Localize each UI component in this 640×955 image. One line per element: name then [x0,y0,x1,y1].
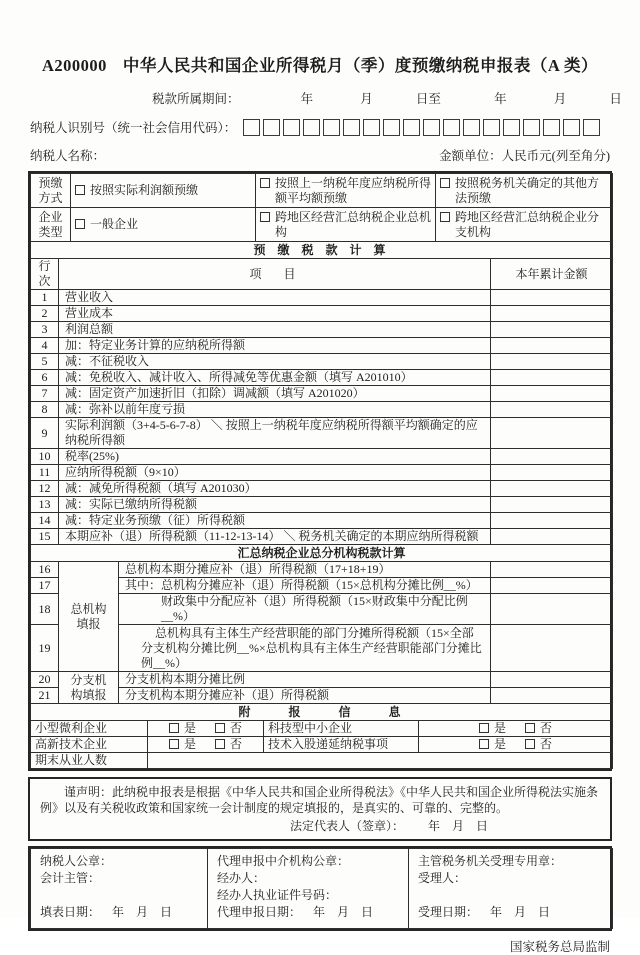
amount-cell[interactable] [491,688,613,704]
table-row [31,753,613,769]
row-item: 减：不征税收入 [59,354,491,370]
id-digit-box[interactable] [503,119,520,136]
taxpayer-name-label[interactable]: 纳税人名称： [30,149,106,163]
period-unit-day-to: 日至 [415,92,441,106]
row-number: 9 [31,418,59,449]
tax-authority-seal-label: 主管税务机关受理专用章： [418,854,563,868]
row-item: 其中：总机构分摊应补（退）所得税额（15×总机构分摊比例__%） [119,578,491,594]
enterprise-option2-label: 跨地区经营汇总纳税企业总机构 [275,209,432,239]
row-item: 加：特定业务计算的应纳税所得额 [59,338,491,354]
taxpayer-id-label: 纳税人识别号（统一社会信用代码）： [30,121,237,135]
row-item: 减：固定资产加速折旧（扣除）调减额（填写 A201020） [59,386,491,402]
table-row [31,688,613,704]
amount-cell[interactable] [491,672,613,688]
row-item: 本期应补（退）所得税额（11-12-13-14） ＼ 税务机关确定的本期应纳所得税额 [59,529,491,545]
enterprise-option3-checkbox[interactable] [440,212,450,222]
taxpayer-seal-label: 纳税人公章： [40,854,113,868]
amount-cell[interactable] [491,418,613,449]
prepay-method-label: 预缴方式 [31,174,71,208]
row-number: 2 [31,306,59,322]
row-number: 13 [31,497,59,513]
accounting-supervisor-label: 会计主管： [40,871,101,885]
table-row [31,737,613,753]
tax-authority-seal-cell[interactable] [409,849,613,929]
id-digit-box[interactable] [383,119,400,136]
no-checkbox[interactable] [525,739,535,749]
amount-cell[interactable] [491,402,613,418]
yes-label: 是 [493,737,506,751]
signature-box [28,846,612,931]
acceptor-label: 受理人： [418,871,467,885]
taxpayer-name-line [30,146,610,164]
yes-label: 是 [183,721,196,735]
tech-shares-yesno [419,737,613,753]
agent-seal-cell[interactable] [208,849,409,929]
id-digit-box[interactable] [443,119,460,136]
period-unit-day2: 日 [609,92,622,106]
table-row [31,322,613,338]
declaration-box [28,777,612,841]
yes-checkbox[interactable] [479,723,489,733]
row-number: 4 [31,338,59,354]
row-number: 14 [31,513,59,529]
row-item: 减：实际已缴纳所得税额 [59,497,491,513]
prepay-option3-checkbox[interactable] [440,178,450,188]
prepay-option2-label: 按照上一纳税年度应纳税所得额平均额预缴 [275,175,432,205]
group-label-branch: 分支机构填报 [59,672,119,704]
period-unit-month1: 月 [360,92,373,106]
row-number: 8 [31,402,59,418]
table-row [31,306,613,322]
amount-cell[interactable] [491,354,613,370]
row-number: 1 [31,290,59,306]
amount-cell[interactable] [491,497,613,513]
period-unit-year2: 年 [494,92,507,106]
table-row [31,562,613,578]
amount-cell[interactable] [491,465,613,481]
amount-cell[interactable] [491,513,613,529]
prepay-option2-checkbox[interactable] [260,178,270,188]
period-unit-month2: 月 [553,92,567,106]
fill-date-label: 填表日期： [40,905,101,919]
row-item: 分支机构本期分摊比例 [119,672,491,688]
table-row [31,672,613,688]
id-digit-box[interactable] [523,119,540,136]
yes-label: 是 [493,721,506,735]
hightech-yesno [148,737,264,753]
row-number: 15 [31,529,59,545]
table-row [31,594,613,625]
selector-table [30,173,613,242]
period-label: 税款所属期间： [152,92,240,106]
enterprise-type-label: 企业类型 [31,208,71,242]
declaration-text: 谨声明：此纳税申报表是根据《中华人民共和国企业所得税法》《中华人民共和国企业所得税法实施条例》以及有关税收政策和国家统一会计制度的规定填报的，是真实的、可靠的、完整的。 [40,785,599,815]
yes-label: 是 [183,737,196,751]
yes-checkbox[interactable] [169,723,179,733]
table-row [31,465,613,481]
row-number: 18 [31,594,59,625]
yes-checkbox[interactable] [169,739,179,749]
accept-date-units: 年 月 日 [490,905,551,919]
small-enterprise-yesno [148,721,264,737]
enterprise-option1-checkbox[interactable] [75,219,85,229]
table-row [31,418,613,449]
id-digit-box[interactable] [243,119,260,136]
amount-cell[interactable] [491,449,613,465]
table-row [31,386,613,402]
legal-rep-date: 年 月 日 [427,819,488,833]
table-row [31,529,613,545]
enterprise-option3-label: 跨地区经营汇总纳税企业分支机构 [455,209,600,239]
appendix-label-small-enterprise: 小型微利企业 [31,721,148,737]
row-item: 总机构具有主体生产经营职能的部门分摊所得税额（15×全部分支机构分摊比例__%×总机构具有主体生产经营职能部门分摊比例__%） [119,625,491,672]
table-row [31,481,613,497]
row-number: 16 [31,562,59,578]
row-item: 营业收入 [59,290,491,306]
id-digit-box[interactable] [263,119,280,136]
row-number: 11 [31,465,59,481]
no-label: 否 [540,721,553,735]
period-unit-year1: 年 [300,92,314,106]
agent-date-units: 年 月 日 [313,905,374,919]
id-digit-box[interactable] [543,119,560,136]
table-row [31,402,613,418]
table-row [31,625,613,672]
prepay-option1-label: 按照实际利润额预缴 [90,183,199,197]
row-item: 总机构本期分摊应补（退）所得税额（17+18+19） [119,562,491,578]
amount-cell[interactable] [491,594,613,625]
amount-cell[interactable] [491,338,613,354]
row-number: 21 [31,688,59,704]
summary-table [30,544,613,704]
footer-issuer: 国家税务总局监制 [509,940,610,954]
legal-rep-label[interactable]: 法定代表人（签章）： [290,819,405,833]
col-header-row-no: 行次 [31,259,59,290]
row-number: 17 [31,578,59,594]
enterprise-type-row [31,208,613,242]
row-item: 减：减免所得税额（填写 A201030） [59,481,491,497]
amount-cell[interactable] [491,578,613,594]
appendix-label-tech-shares: 技术入股递延纳税事项 [264,737,419,753]
amount-unit-note: 金额单位：人民币元(列至角分) [439,149,610,163]
amount-cell[interactable] [491,529,613,545]
no-label: 否 [230,737,243,751]
row-item: 减：免税收入、减计收入、所得减免等优惠金额（填写 A201010） [59,370,491,386]
prepay-option1-checkbox[interactable] [75,185,85,195]
id-digit-box[interactable] [283,119,300,136]
amount-cell[interactable] [491,386,613,402]
id-digit-box[interactable] [323,119,340,136]
id-digit-box[interactable] [343,119,360,136]
no-label: 否 [230,721,243,735]
id-digit-box[interactable] [363,119,380,136]
id-digit-box[interactable] [563,119,580,136]
taxpayer-id-line [30,118,612,136]
id-digit-box[interactable] [303,119,320,136]
main-table-box [28,171,612,771]
row-item: 财政集中分配应补（退）所得税额（15×财政集中分配比例__%） [119,594,491,625]
form-title: 中华人民共和国企业所得税月（季）度预缴纳税申报表（A 类） [122,56,599,75]
row-item: 分支机构本期分摊应补（退）所得税额 [119,688,491,704]
fill-date-units: 年 月 日 [112,905,173,919]
row-number: 19 [31,625,59,672]
appendix-section-title: 附报信息 [31,704,613,721]
id-digit-box[interactable] [583,119,600,136]
row-number: 7 [31,386,59,402]
id-digit-box[interactable] [463,119,480,136]
row-number: 5 [31,354,59,370]
prepay-method-row [31,174,613,208]
appendix-label-employees: 期末从业人数 [31,753,148,769]
row-number: 6 [31,370,59,386]
col-header-item: 项目 [59,259,491,290]
col-header-amount: 本年累计金额 [491,259,613,290]
agent-handler-label: 经办人： [217,871,266,885]
yes-checkbox[interactable] [479,739,489,749]
table-row [31,354,613,370]
id-digit-box[interactable] [423,119,440,136]
table-row [31,370,613,386]
row-item: 应纳所得税额（9×10） [59,465,491,481]
row-number: 10 [31,449,59,465]
no-checkbox[interactable] [215,739,225,749]
row-item: 营业成本 [59,306,491,322]
enterprise-option2-checkbox[interactable] [260,212,270,222]
row-number: 12 [31,481,59,497]
amount-cell[interactable] [491,306,613,322]
page-title [0,0,640,76]
agent-seal-label: 代理申报中介机构公章： [217,854,350,868]
row-item: 减：特定业务预缴（征）所得税额 [59,513,491,529]
appendix-label-hightech: 高新技术企业 [31,737,148,753]
agent-date-label: 代理申报日期： [217,905,302,919]
table-row [31,449,613,465]
tech-sme-yesno [419,721,613,737]
no-label: 否 [540,737,553,751]
taxpayer-id-boxes [243,119,600,136]
prepay-option3-label: 按照税务机关确定的其他方法预缴 [455,175,600,205]
row-item: 利润总额 [59,322,491,338]
table-row [31,578,613,594]
table-row [31,721,613,737]
row-item: 税率(25%) [59,449,491,465]
amount-cell[interactable] [491,625,613,672]
amount-cell[interactable] [491,322,613,338]
id-digit-box[interactable] [483,119,500,136]
agent-license-label: 经办人执业证件号码： [217,888,338,902]
table-row [31,497,613,513]
summary-section-title: 汇总纳税企业总分机构税款计算 [31,545,613,562]
amount-cell[interactable] [491,562,613,578]
form-code: A200000 [41,56,107,75]
table-row [31,513,613,529]
table-row [31,290,613,306]
amount-cell[interactable] [491,370,613,386]
table-row [31,338,613,354]
group-label-head-office: 总机构填报 [59,562,119,672]
appendix-table [30,703,613,769]
calc-header-row [31,259,613,290]
row-item: 减：弥补以前年度亏损 [59,402,491,418]
appendix-label-tech-sme: 科技型中小企业 [264,721,419,737]
calc-section-title: 预缴税款计算 [31,242,613,259]
signature-table [30,848,613,929]
taxpayer-seal-cell[interactable] [31,849,208,929]
accept-date-label: 受理日期： [418,905,479,919]
enterprise-option1-label: 一般企业 [90,217,139,231]
row-item: 实际利润额（3+4-5-6-7-8） ＼ 按照上一纳税年度应纳税所得额平均额确定的应纳税所得额 [59,418,491,449]
no-checkbox[interactable] [525,723,535,733]
row-number: 20 [31,672,59,688]
tax-period-line [152,89,640,107]
id-digit-box[interactable] [403,119,420,136]
row-number: 3 [31,322,59,338]
employees-value-cell[interactable] [148,753,613,769]
calc-table [30,241,613,545]
amount-cell[interactable] [491,290,613,306]
amount-cell[interactable] [491,481,613,497]
no-checkbox[interactable] [215,723,225,733]
